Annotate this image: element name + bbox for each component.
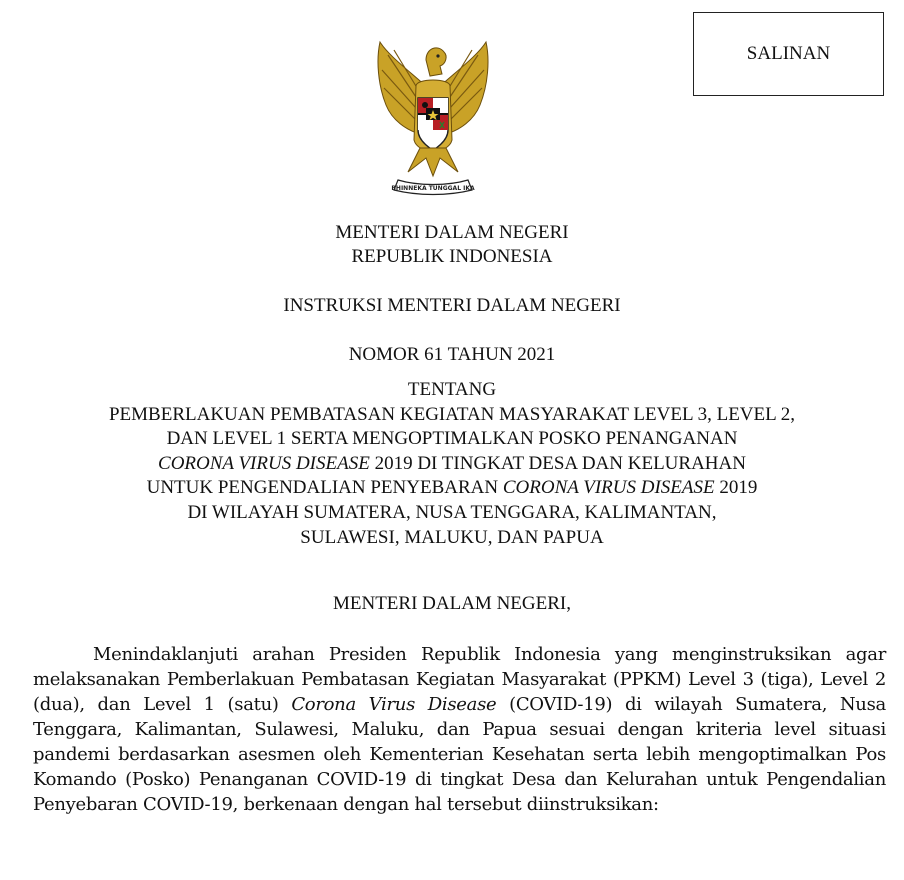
issuer-header bbox=[0, 221, 904, 269]
subject-line-1: PEMBERLAKUAN PEMBATASAN KEGIATAN MASYARAKAT LEVEL 3, LEVEL 2, bbox=[108, 403, 796, 425]
header-line-2: REPUBLIK INDONESIA bbox=[351, 246, 553, 267]
subject-line-4: UNTUK PENGENDALIAN PENYEBARAN CORONA VIRUS DISEASE 2019 bbox=[146, 477, 758, 499]
svg-text:BHINNEKA TUNGGAL IKA: BHINNEKA TUNGGAL IKA bbox=[391, 185, 475, 192]
subject-line-6: SULAWESI, MALUKU, DAN PAPUA bbox=[300, 526, 604, 548]
document-subject bbox=[0, 378, 904, 550]
tentang-label: TENTANG bbox=[407, 379, 497, 400]
salinan-label: SALINAN bbox=[746, 43, 831, 64]
body-paragraph: Menindaklanjuti arahan Presiden Republik Indonesia yang menginstruksikan agar melaksanakan Pemberlakuan Pembatasan Kegiatan Masyarakat (PPKM) Level 3 (tiga), Level 2 (dua), dan Level 1 (satu) Corona Virus Disease (COVID-19) di wilayah Sumatera, Nusa Tenggara, Kalimantan, Sulawesi, Maluku, dan Papua sesuai dengan kriteria level situasi pandemi berdasarkan asesmen oleh Kementerian Kesehatan serta lebih mengoptimalkan Pos Komando (Posko) Penanganan COVID-19 di tingkat Desa dan Kelurahan untuk Pengendalian Penyebaran COVID-19, berkenaan dengan hal tersebut diinstruksikan: bbox=[33, 644, 886, 815]
issuer-name: MENTERI DALAM NEGERI, bbox=[332, 593, 571, 614]
subject-line-3: CORONA VIRUS DISEASE 2019 DI TINGKAT DESA DAN KELURAHAN bbox=[158, 452, 746, 474]
salinan-stamp bbox=[693, 12, 884, 96]
garuda-pancasila-emblem bbox=[368, 30, 498, 198]
document-number: NOMOR 61 TAHUN 2021 bbox=[348, 344, 556, 365]
subject-line-2: DAN LEVEL 1 SERTA MENGOPTIMALKAN POSKO PENANGANAN bbox=[166, 428, 738, 450]
document-type: INSTRUKSI MENTERI DALAM NEGERI bbox=[283, 295, 621, 316]
header-line-1: MENTERI DALAM NEGERI bbox=[335, 222, 569, 243]
subject-line-5: DI WILAYAH SUMATERA, NUSA TENGGARA, KALIMANTAN, bbox=[187, 501, 717, 523]
